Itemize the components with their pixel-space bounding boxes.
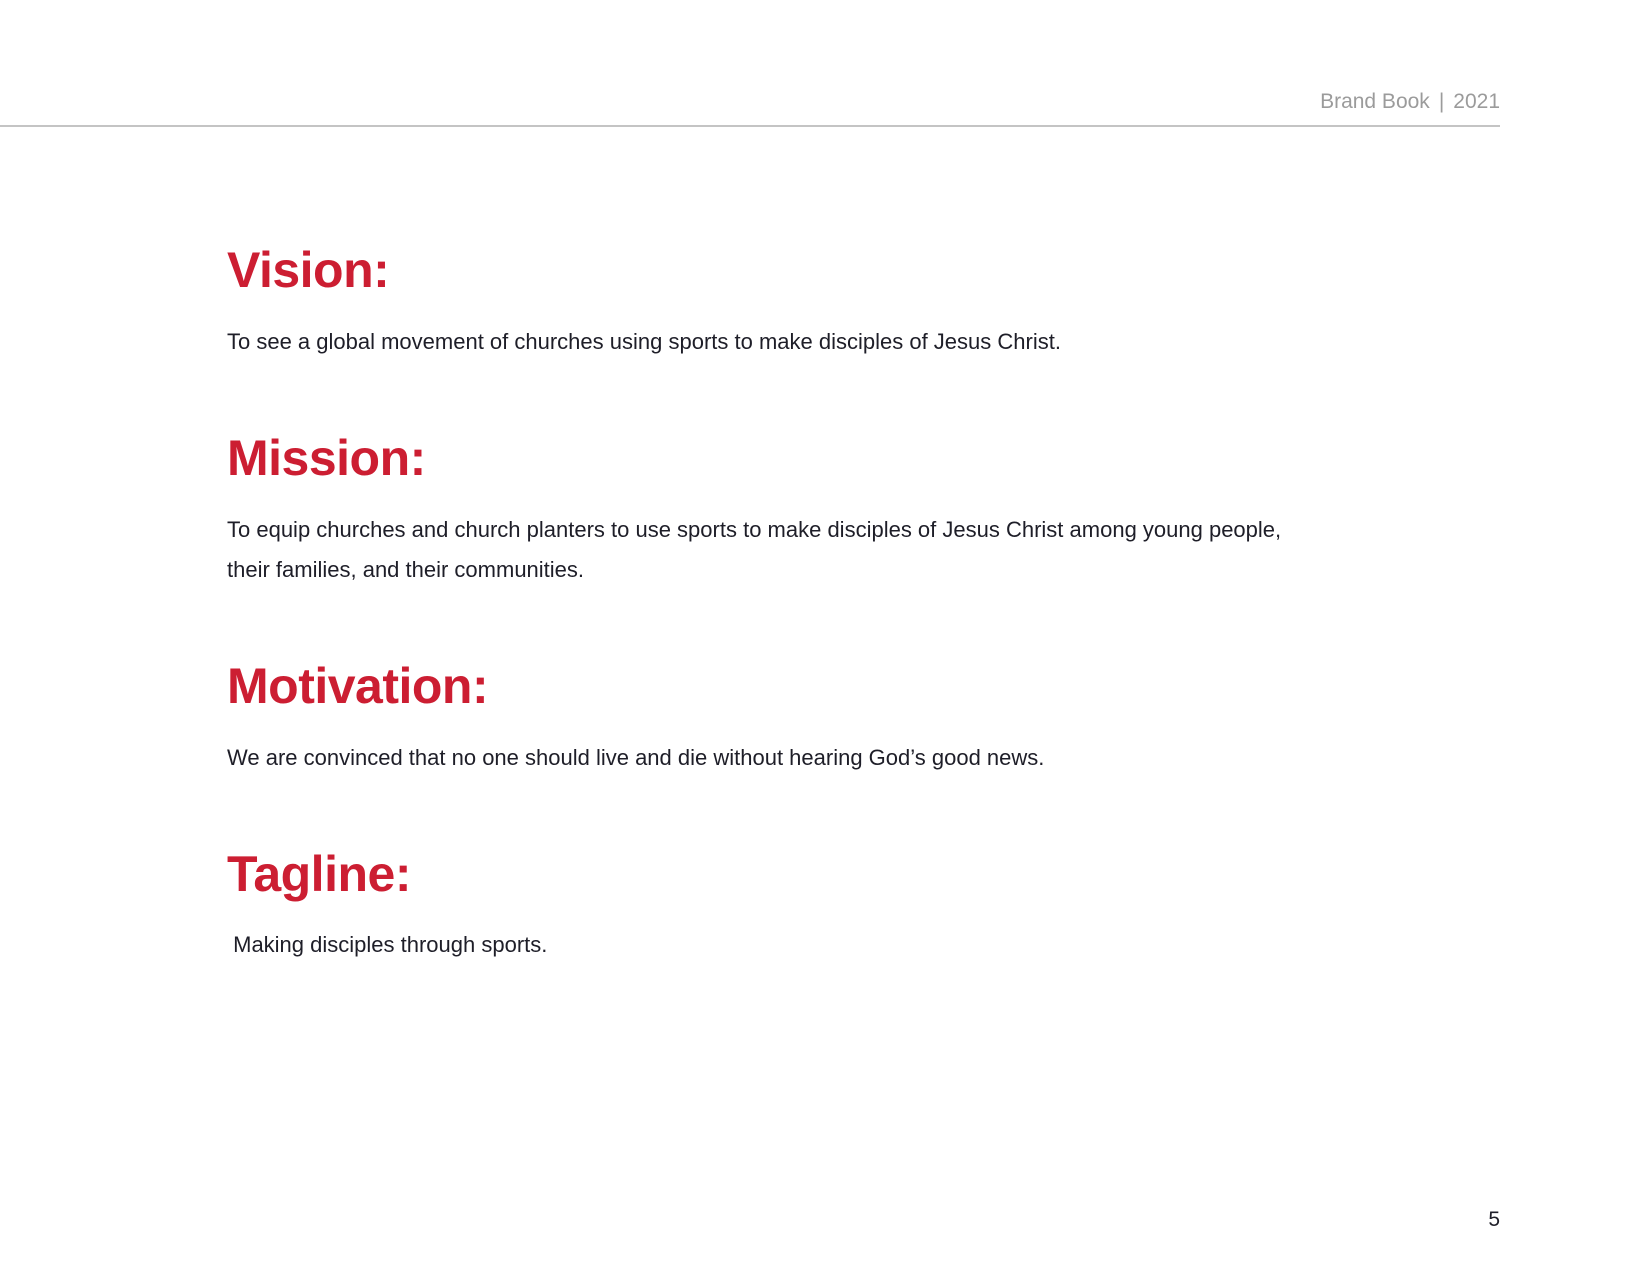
vision-heading: Vision: (227, 242, 390, 298)
motivation-text: We are convinced that no one should live and die without hearing God’s good news. (227, 745, 1045, 770)
mission-text-line-1: To equip churches and church planters to use sports to make disciples of Jesus Christ among young people, (227, 517, 1282, 542)
page-header (1320, 90, 1500, 114)
page-number: 5 (1488, 1208, 1500, 1231)
motivation-heading: Motivation: (227, 658, 489, 714)
mission-text (227, 510, 1377, 590)
header-year: 2021 (1453, 90, 1500, 113)
vision-text: To see a global movement of churches using sports to make disciples of Jesus Christ. (227, 329, 1061, 354)
header-separator: | (1438, 90, 1445, 113)
tagline-text: Making disciples through sports. (227, 932, 548, 957)
tagline-section (227, 846, 1377, 965)
mission-text-line-2: their families, and their communities. (227, 557, 585, 582)
mission-section (227, 430, 1377, 590)
header-doc-title: Brand Book (1320, 90, 1430, 113)
vision-section (227, 242, 1377, 362)
motivation-section (227, 658, 1377, 778)
tagline-heading: Tagline: (227, 846, 411, 902)
mission-heading: Mission: (227, 430, 426, 486)
header-divider (0, 125, 1500, 127)
